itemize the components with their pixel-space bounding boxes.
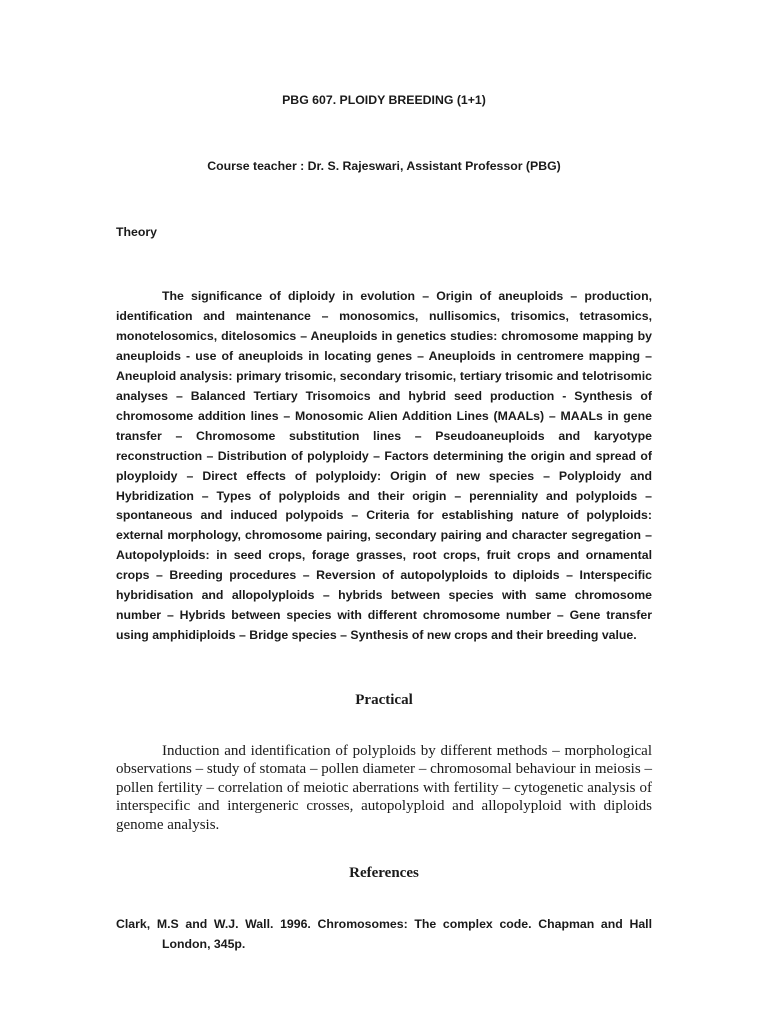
practical-heading: Practical <box>355 692 413 708</box>
theory-paragraph: The significance of diploidy in evolution – Origin of aneuploids – production, identification and maintenance – monosomics, nullisomics, trisomics, tetrasomics, monotelosomics, ditelosomics – Aneuploids in genetics studies: chromosome mapping by aneuploids - use of aneuploids in locating genes – Aneuploids in centromere mapping – Aneuploid analysis: primary trisomic, secondary trisomic, tertiary trisomic and telotrisomic analyses – Balanced Tertiary Trisomoics and hybrid seed production - Synthesis of chromosome addition lines – Monosomic Alien Addition Lines (MAALs) – MAALs in gene transfer – Chromosome substitution lines – Pseudoaneuploids and karyotype reconstruction – Distribution of polyploidy – Factors determining the origin and spread of ployploidy – Direct effects of polyploidy: Origin of new species – Polyploidy and Hybridization – Types of polyploids and their origin – perenniality and polyploids – spontaneous and induced polypoids – Criteria for establishing nature of polyploids: external morphology, chromosome pairing, secondary pairing and character segregation – Autopolyploids: in seed crops, forage grasses, root crops, fruit crops and ornamental crops – Breeding procedures – Reversion of autopolyploids to diploids – Interspecific hybridisation and allopolyploids – hybrids between species with same chromosome number – Hybrids between species with different chromosome number – Gene transfer using amphidiploids – Bridge species – Synthesis of new crops and their breeding value. <box>116 289 652 643</box>
course-teacher-line: Course teacher : Dr. S. Rajeswari, Assistant Professor (PBG) <box>207 159 561 173</box>
document-title: PBG 607. PLOIDY BREEDING (1+1) <box>282 93 486 107</box>
theory-heading: Theory <box>116 225 157 239</box>
reference-item: Clark, M.S and W.J. Wall. 1996. Chromosomes: The complex code. Chapman and Hall London, 345p. <box>116 917 652 951</box>
practical-paragraph: Induction and identification of polyploids by different methods – morphological observations – study of stomata – pollen diameter – chromosomal behaviour in meiosis – pollen fertility – correlation of meiotic aberrations with fertility – cytogenetic analysis of interspecific and intergeneric crosses, autopolyploid and allopolyploid with diploids genome analysis. <box>116 743 652 833</box>
references-heading: References <box>349 865 419 881</box>
